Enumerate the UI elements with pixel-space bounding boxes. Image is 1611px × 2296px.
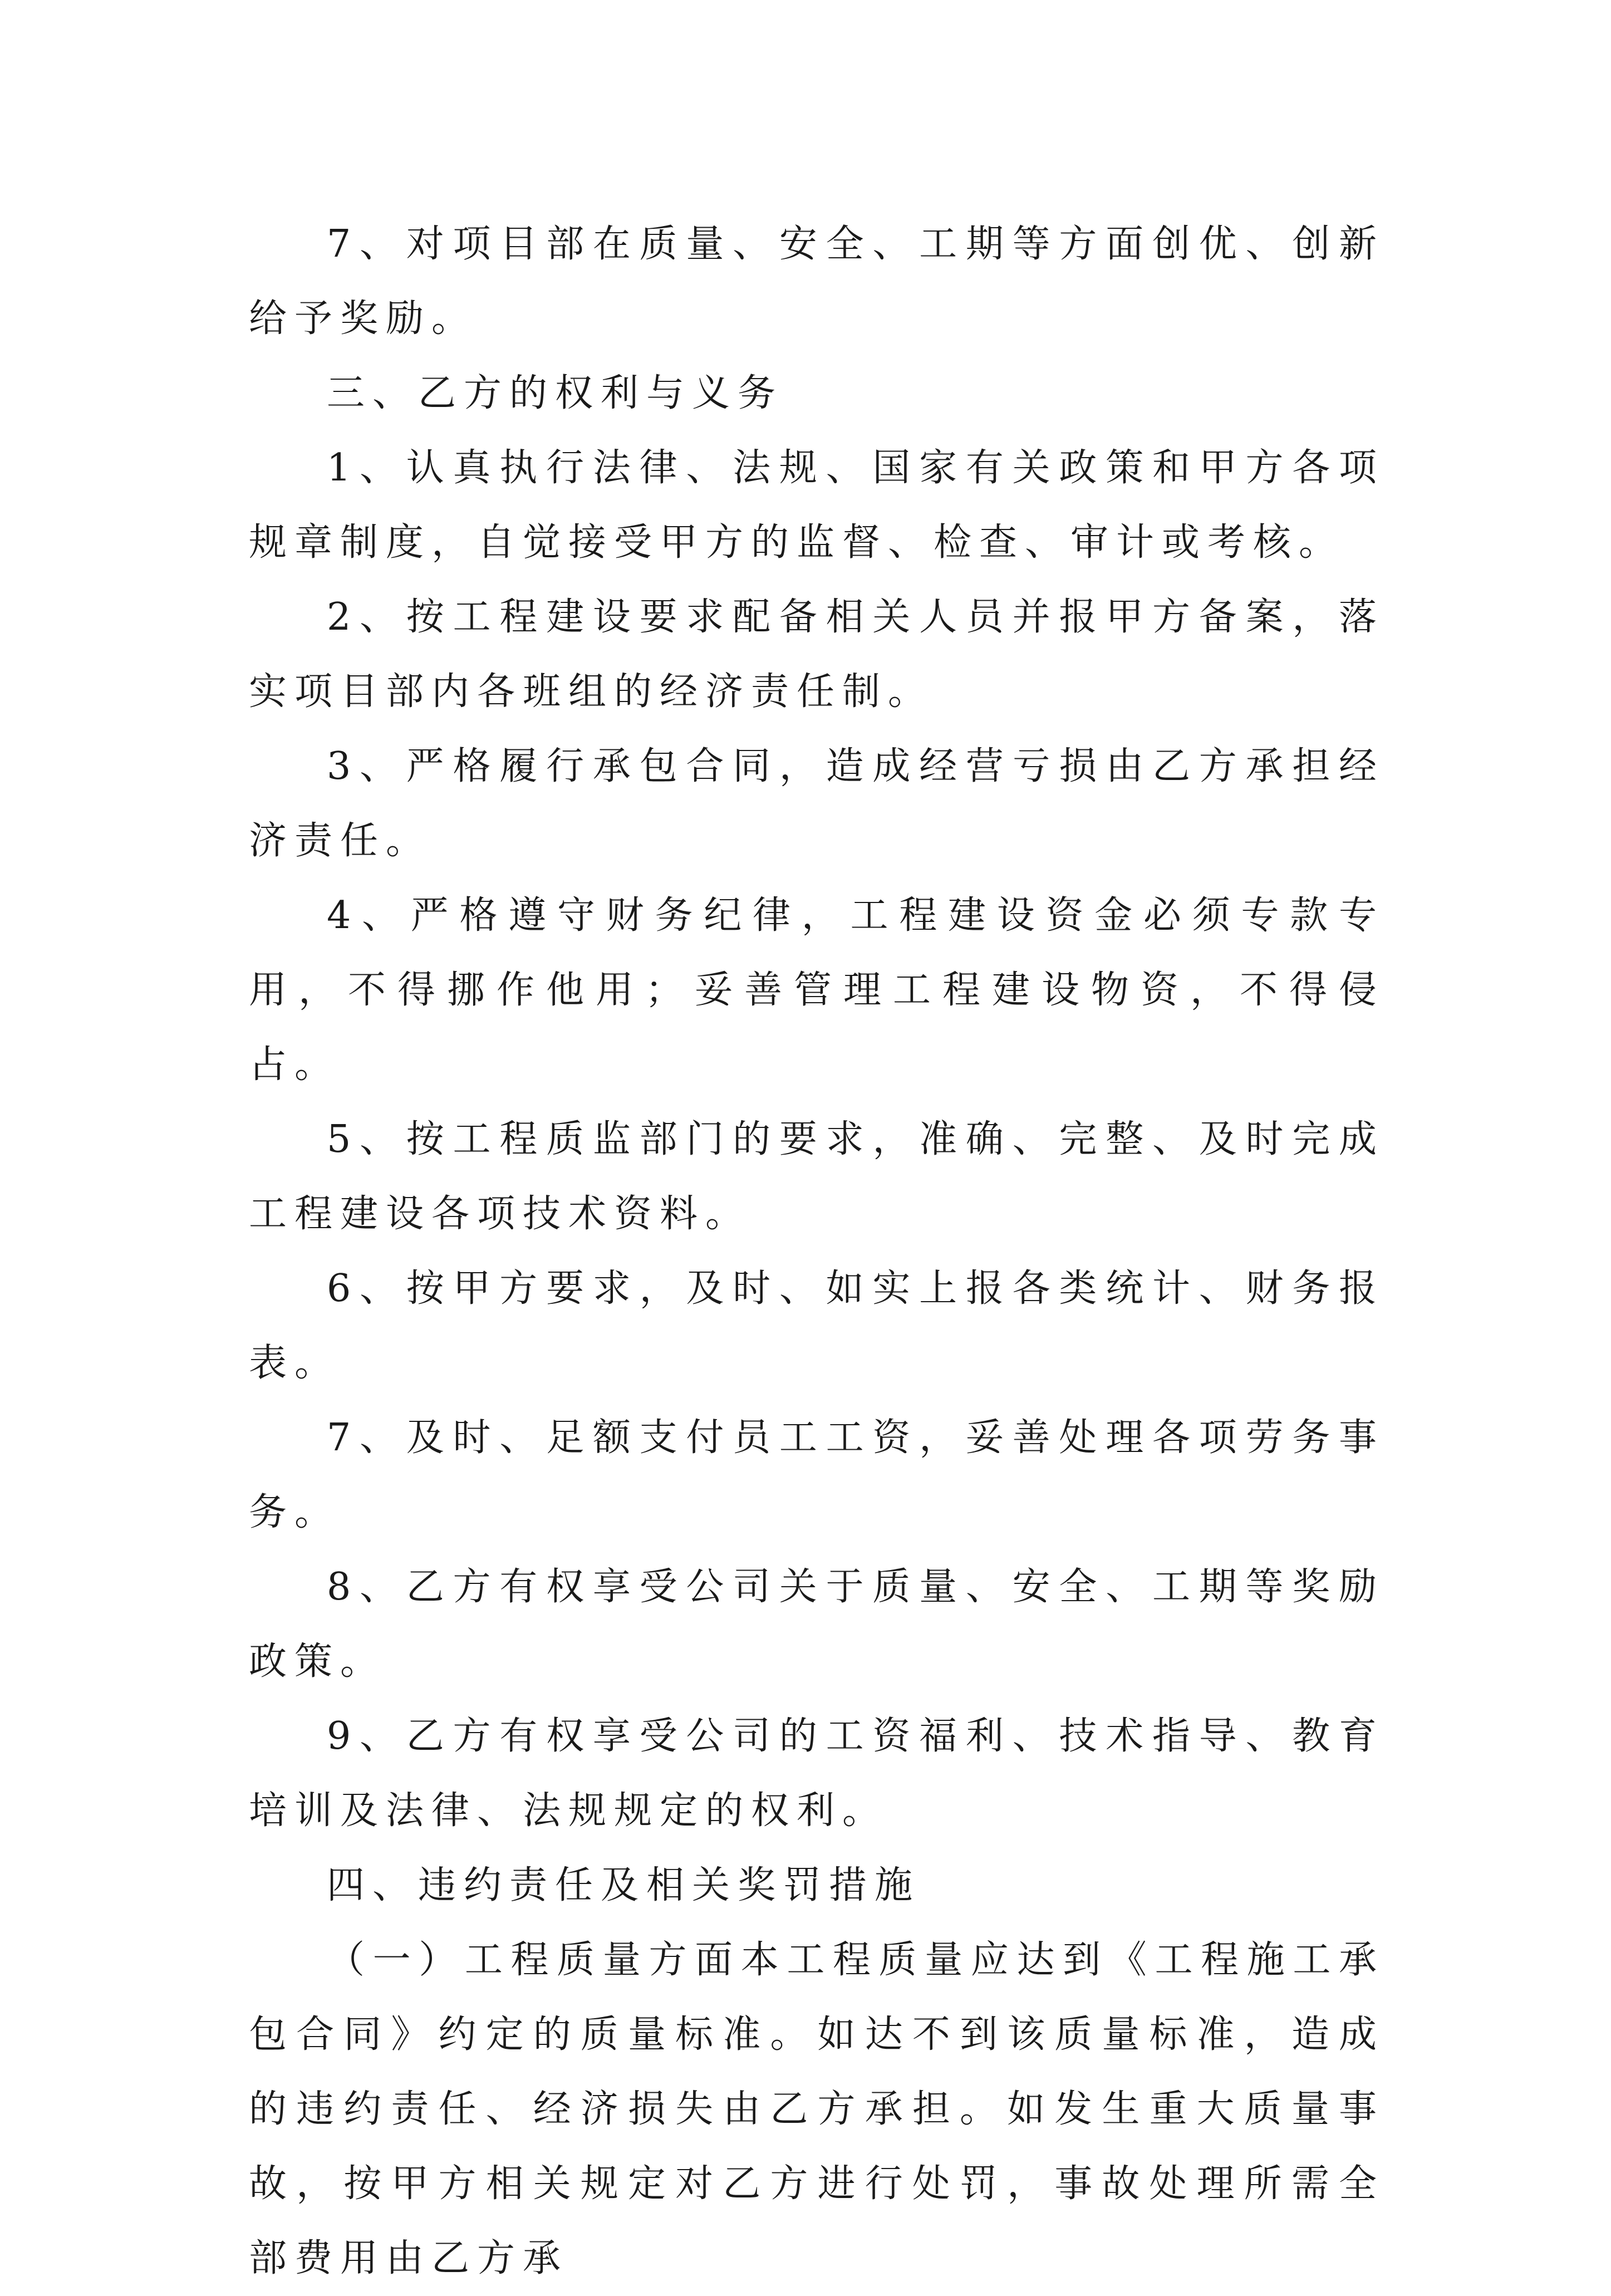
paragraph-item-2: 2、按工程建设要求配备相关人员并报甲方备案，落实项目部内各班组的经济责任制。 [249,595,1384,714]
paragraph-quality-clause: （一）工程质量方面本工程质量应达到《工程施工承包合同》约定的质量标准。如达不到该质量标准，造成的违约责任、经济损失由乙方承担。如发生重大质量事故，按甲方相关规定对乙方进行处罚，事故处理所需全部费用由乙方承 [249,1938,1384,2280]
paragraph-item-7: 7、及时、足额支付员工工资，妥善处理各项劳务事务。 [249,1416,1384,1534]
paragraph-item-6: 6、按甲方要求，及时、如实上报各类统计、财务报表。 [249,1267,1384,1385]
section-heading-party-b-rights: 三、乙方的权利与义务 [327,371,784,415]
section-heading-breach-liability: 四、违约责任及相关奖罚措施 [327,1863,921,1907]
paragraph-item-8: 8、乙方有权享受公司关于质量、安全、工期等奖励政策。 [249,1565,1384,1684]
paragraph-item-5: 5、按工程质监部门的要求，准确、完整、及时完成工程建设各项技术资料。 [249,1117,1384,1236]
paragraph-item-4: 4、严格遵守财务纪律，工程建设资金必须专款专用，不得挪作他用；妥善管理工程建设物资，不得侵占。 [249,894,1384,1087]
document-body [249,207,1384,2296]
paragraph-item-7-reward: 7、对项目部在质量、安全、工期等方面创优、创新给予奖励。 [249,222,1384,341]
paragraph-item-3: 3、严格履行承包合同，造成经营亏损由乙方承担经济责任。 [249,744,1384,863]
paragraph-item-1: 1、认真执行法律、法规、国家有关政策和甲方各项规章制度，自觉接受甲方的监督、检查、审计或考核。 [249,446,1384,565]
paragraph-item-9: 9、乙方有权享受公司的工资福利、技术指导、教育培训及法律、法规规定的权利。 [249,1714,1384,1833]
